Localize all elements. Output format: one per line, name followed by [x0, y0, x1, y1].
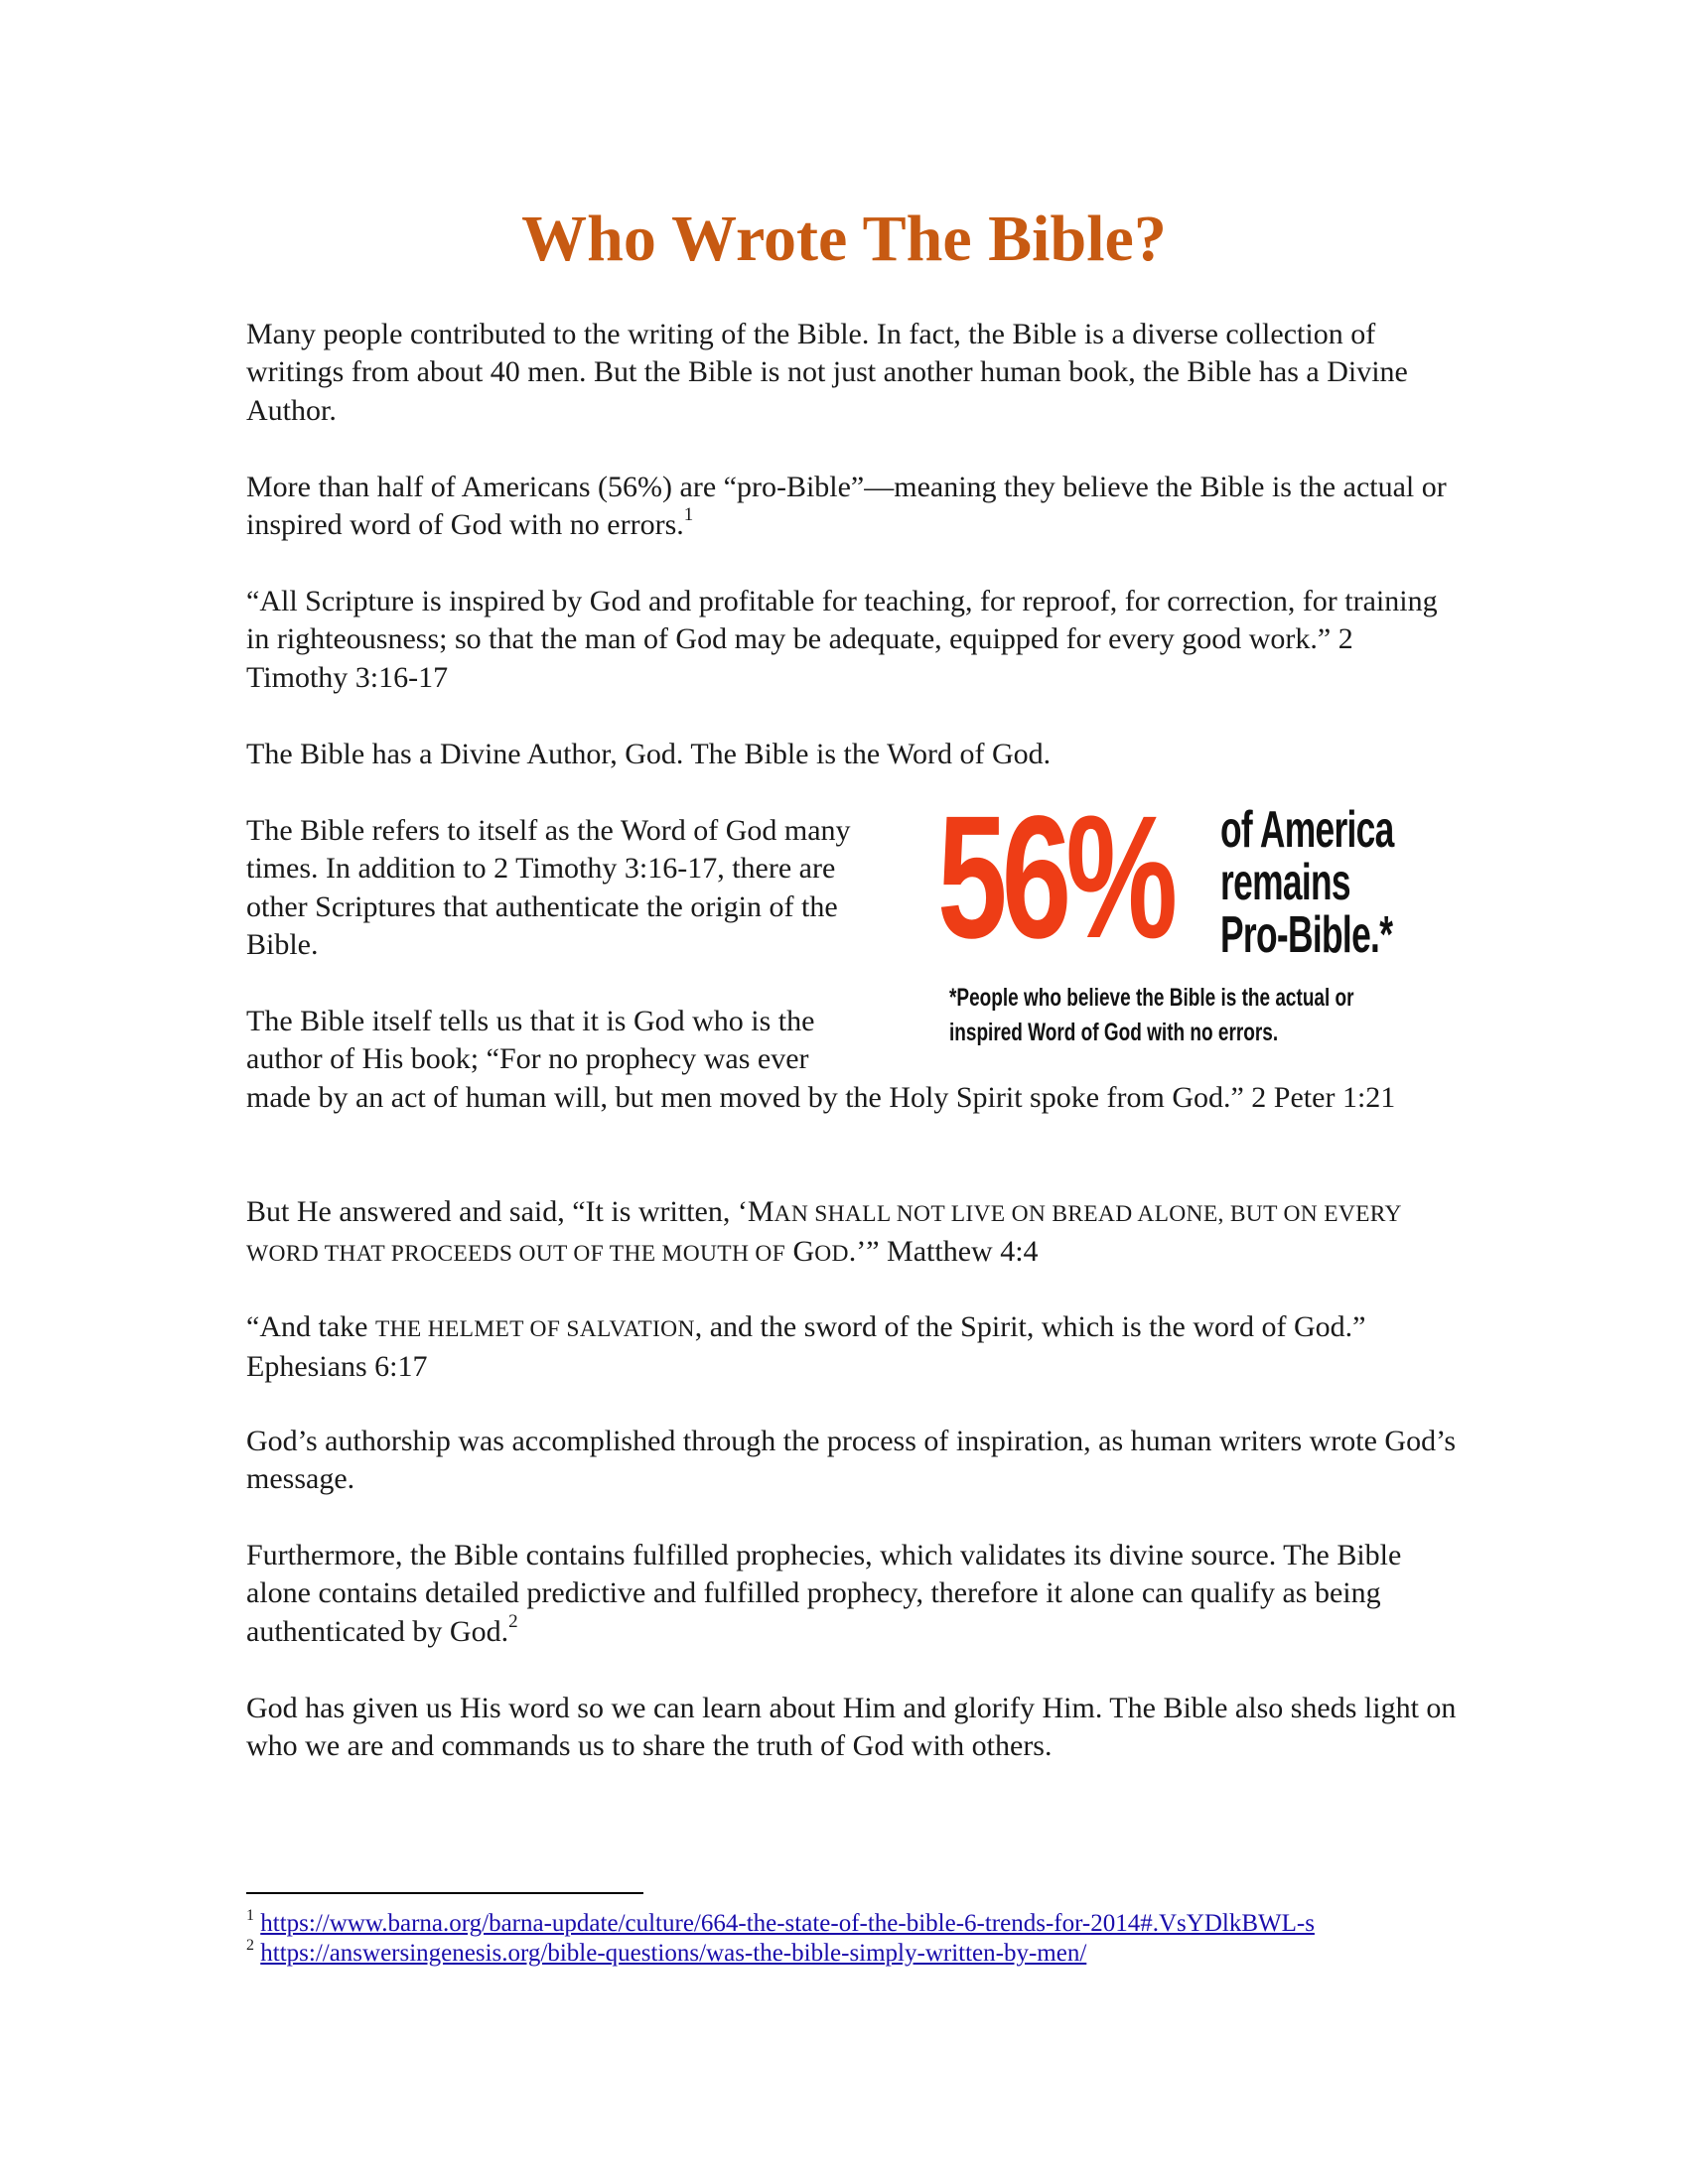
- inspiration-text: God’s authorship was accomplished through the process of inspiration, as human writers wrote God’s message.: [246, 1425, 1457, 1496]
- prophecy-text: Furthermore, the Bible contains fulfilled prophecies, which validates its divine source. The Bible alone contains detailed predictive and fulfilled prophecy, therefore it alone can qualify as being authenticated by God.: [246, 1539, 1402, 1648]
- stat-line-pro-bible: Pro-Bible.*: [1220, 906, 1393, 964]
- footnote-ref-2[interactable]: 2: [508, 1610, 518, 1632]
- footnote-ref-1[interactable]: 1: [683, 504, 694, 526]
- peter-quote-line-1: The Bible itself tells us that it is God who is the: [246, 1005, 815, 1037]
- stat-footnote: *People who believe the Bible is the actual or inspired Word of God with no errors.: [949, 984, 1354, 1046]
- footnote-2-number: 2: [246, 1937, 254, 1954]
- footnote-1-number: 1: [246, 1907, 254, 1924]
- footnote-1-link[interactable]: https://www.barna.org/barna-update/culture/664-the-state-of-the-bible-6-trends-for-2014#.VsYDlkBWL-s: [260, 1910, 1315, 1937]
- stat-percent: 56%: [937, 780, 1173, 975]
- footnote-2: [246, 1939, 1477, 1969]
- statistic-paragraph: [246, 469, 1458, 545]
- stat-line-remains: remains: [1220, 854, 1350, 911]
- matthew-quote-reference: .’” Matthew 4:4: [848, 1235, 1039, 1269]
- pro-bible-stat-graphic: [937, 780, 1414, 1056]
- matthew-quote-god-initial: G: [785, 1235, 815, 1269]
- divine-author-text: The Bible has a Divine Author, God. The Bible is the Word of God.: [246, 738, 1052, 770]
- scripture-quote-timothy: [246, 583, 1458, 697]
- word-of-god-paragraph: [246, 812, 892, 965]
- footnote-divider: [246, 1892, 643, 1894]
- intro-paragraph: [246, 316, 1458, 430]
- peter-quote-line-3: made by an act of human will, but men moved by the Holy Spirit spoke from God.” 2 Peter 1:21: [246, 1080, 1396, 1114]
- matthew-quote-smallcaps: AN SHALL NOT LIVE ON BREAD ALONE, BUT ON EVERY WORD THAT PROCEEDS OUT OF THE MOUTH OF: [246, 1201, 1401, 1268]
- closing-text: God has given us His word so we can learn about Him and glorify Him. The Bible also sheds light on who we are and commands us to share the truth of God with others.: [246, 1692, 1457, 1763]
- footnote-2-link[interactable]: https://answersingenesis.org/bible-questions/was-the-bible-simply-written-by-men/: [260, 1940, 1087, 1967]
- footnote-1: [246, 1909, 1477, 1939]
- ephesians-quote-rest: , and the sword of the Spirit, which is the word of God.” Ephesians 6:17: [246, 1310, 1366, 1384]
- page-title: Who Wrote The Bible?: [521, 203, 1167, 275]
- divine-author-paragraph: [246, 736, 1458, 773]
- matthew-quote-god-rest: OD: [814, 1241, 849, 1268]
- ephesians-quote-paragraph: [246, 1308, 1458, 1387]
- peter-quote-line-2: author of His book; “For no prophecy was ever: [246, 1042, 809, 1076]
- inspiration-paragraph: [246, 1423, 1458, 1499]
- timothy-quote-text: “All Scripture is inspired by God and profitable for teaching, for reproof, for correction, for training in righteousness; so that the man of God may be adequate, equipped for every good work.” 2 Timothy 3:16-17: [246, 585, 1438, 694]
- intro-text: Many people contributed to the writing of the Bible. In fact, the Bible is a diverse collection of writings from about 40 men. But the Bible is not just another human book, the Bible has a Divine Author.: [246, 318, 1408, 427]
- ephesians-quote-smallcaps: THE HELMET OF SALVATION: [374, 1316, 695, 1342]
- ephesians-quote-intro: “And take: [246, 1310, 375, 1343]
- matthew-quote-paragraph: [246, 1193, 1458, 1274]
- word-of-god-text: The Bible refers to itself as the Word of God many times. In addition to 2 Timothy 3:16-17, there are other Scriptures that authenticate the origin of the Bible.: [246, 814, 851, 962]
- closing-paragraph: [246, 1690, 1458, 1766]
- statistic-text: More than half of Americans (56%) are “pro-Bible”—meaning they believe the Bible is the actual or inspired word of God with no errors.: [246, 471, 1447, 542]
- stat-line-of-america: of America: [1220, 801, 1394, 859]
- matthew-quote-intro: But He answered and said, “It is written, ‘M: [246, 1195, 774, 1228]
- prophecy-paragraph: [246, 1537, 1458, 1651]
